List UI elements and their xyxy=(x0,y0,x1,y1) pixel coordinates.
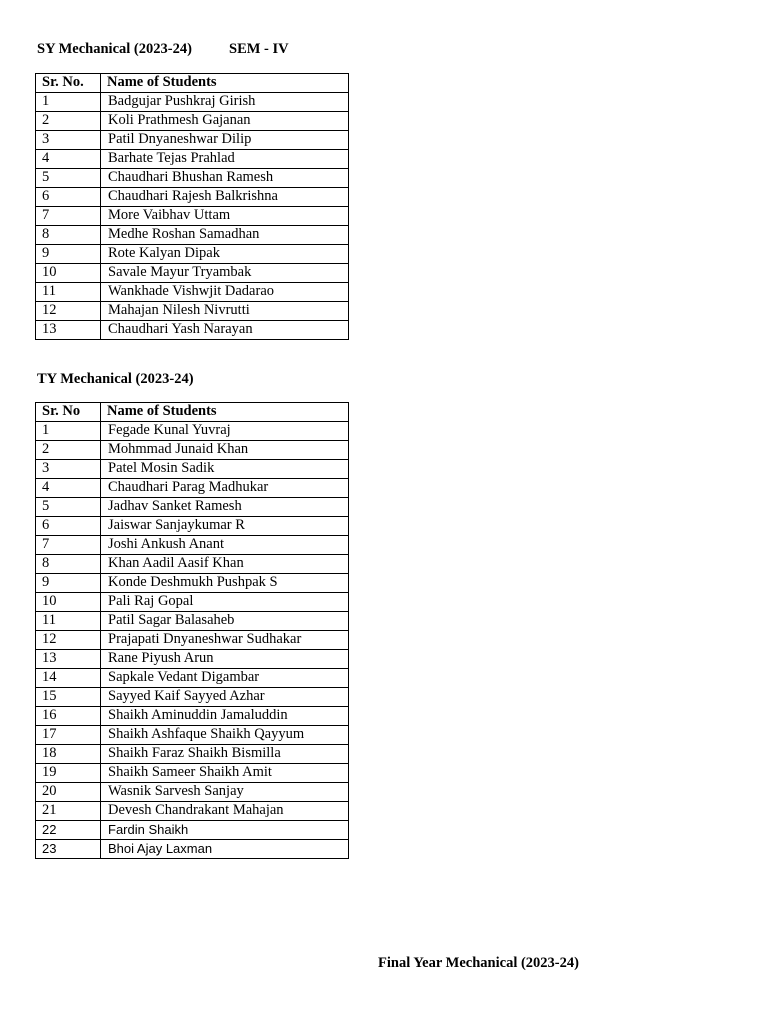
sy-semester-label: SEM - IV xyxy=(229,41,289,57)
table-row xyxy=(36,688,349,707)
serial-number-cell: 1 xyxy=(36,93,101,112)
table-row xyxy=(36,840,349,859)
serial-number-cell: 2 xyxy=(36,112,101,131)
student-name-cell: Chaudhari Parag Madhukar xyxy=(101,479,349,498)
column-header-sr-no: Sr. No xyxy=(36,403,101,422)
serial-number-cell: 3 xyxy=(36,460,101,479)
table-row xyxy=(36,245,349,264)
student-name-cell: More Vaibhav Uttam xyxy=(101,207,349,226)
table-header-row xyxy=(36,74,349,93)
student-name-cell: Savale Mayur Tryambak xyxy=(101,264,349,283)
ty-table-body xyxy=(36,422,349,859)
student-name-cell: Badgujar Pushkraj Girish xyxy=(101,93,349,112)
serial-number-cell: 6 xyxy=(36,188,101,207)
table-row xyxy=(36,188,349,207)
student-name-cell: Sayyed Kaif Sayyed Azhar xyxy=(101,688,349,707)
student-name-cell: Fegade Kunal Yuvraj xyxy=(101,422,349,441)
serial-number-cell: 14 xyxy=(36,669,101,688)
final-year-section-title: Final Year Mechanical (2023-24) xyxy=(378,955,579,971)
serial-number-cell: 13 xyxy=(36,650,101,669)
student-name-cell: Medhe Roshan Samadhan xyxy=(101,226,349,245)
student-name-cell: Shaikh Sameer Shaikh Amit xyxy=(101,764,349,783)
serial-number-cell: 13 xyxy=(36,321,101,340)
student-name-cell: Joshi Ankush Anant xyxy=(101,536,349,555)
table-row xyxy=(36,283,349,302)
serial-number-cell: 23 xyxy=(36,840,101,859)
table-row xyxy=(36,479,349,498)
serial-number-cell: 10 xyxy=(36,264,101,283)
serial-number-cell: 15 xyxy=(36,688,101,707)
serial-number-cell: 19 xyxy=(36,764,101,783)
serial-number-cell: 12 xyxy=(36,631,101,650)
table-row xyxy=(36,745,349,764)
serial-number-cell: 4 xyxy=(36,479,101,498)
table-row xyxy=(36,574,349,593)
serial-number-cell: 18 xyxy=(36,745,101,764)
table-row xyxy=(36,226,349,245)
serial-number-cell: 22 xyxy=(36,821,101,840)
serial-number-cell: 5 xyxy=(36,498,101,517)
table-row xyxy=(36,536,349,555)
ty-student-table xyxy=(35,402,349,859)
table-row xyxy=(36,422,349,441)
table-row xyxy=(36,764,349,783)
table-row xyxy=(36,631,349,650)
table-row xyxy=(36,93,349,112)
table-row xyxy=(36,460,349,479)
table-row xyxy=(36,207,349,226)
serial-number-cell: 5 xyxy=(36,169,101,188)
sy-student-table xyxy=(35,73,349,340)
student-name-cell: Rote Kalyan Dipak xyxy=(101,245,349,264)
student-name-cell: Patil Sagar Balasaheb xyxy=(101,612,349,631)
serial-number-cell: 7 xyxy=(36,207,101,226)
serial-number-cell: 16 xyxy=(36,707,101,726)
sy-table-body xyxy=(36,93,349,340)
table-row xyxy=(36,593,349,612)
serial-number-cell: 12 xyxy=(36,302,101,321)
table-row xyxy=(36,783,349,802)
table-row xyxy=(36,707,349,726)
student-name-cell: Jaiswar Sanjaykumar R xyxy=(101,517,349,536)
student-name-cell: Barhate Tejas Prahlad xyxy=(101,150,349,169)
student-name-cell: Chaudhari Yash Narayan xyxy=(101,321,349,340)
serial-number-cell: 11 xyxy=(36,283,101,302)
table-row xyxy=(36,669,349,688)
serial-number-cell: 17 xyxy=(36,726,101,745)
student-name-cell: Fardin Shaikh xyxy=(101,821,349,840)
student-name-cell: Konde Deshmukh Pushpak S xyxy=(101,574,349,593)
student-name-cell: Shaikh Ashfaque Shaikh Qayyum xyxy=(101,726,349,745)
table-row xyxy=(36,150,349,169)
serial-number-cell: 11 xyxy=(36,612,101,631)
column-header-name: Name of Students xyxy=(101,403,349,422)
table-row xyxy=(36,131,349,150)
student-name-cell: Patel Mosin Sadik xyxy=(101,460,349,479)
sy-section-title: SY Mechanical (2023-24) xyxy=(37,41,192,57)
serial-number-cell: 1 xyxy=(36,422,101,441)
serial-number-cell: 7 xyxy=(36,536,101,555)
table-row xyxy=(36,802,349,821)
student-name-cell: Jadhav Sanket Ramesh xyxy=(101,498,349,517)
serial-number-cell: 2 xyxy=(36,441,101,460)
table-row xyxy=(36,169,349,188)
student-name-cell: Pali Raj Gopal xyxy=(101,593,349,612)
serial-number-cell: 9 xyxy=(36,574,101,593)
serial-number-cell: 6 xyxy=(36,517,101,536)
student-name-cell: Koli Prathmesh Gajanan xyxy=(101,112,349,131)
student-name-cell: Bhoi Ajay Laxman xyxy=(101,840,349,859)
student-name-cell: Sapkale Vedant Digambar xyxy=(101,669,349,688)
student-name-cell: Devesh Chandrakant Mahajan xyxy=(101,802,349,821)
student-name-cell: Patil Dnyaneshwar Dilip xyxy=(101,131,349,150)
table-row xyxy=(36,555,349,574)
serial-number-cell: 10 xyxy=(36,593,101,612)
table-header-row xyxy=(36,403,349,422)
student-name-cell: Mahajan Nilesh Nivrutti xyxy=(101,302,349,321)
serial-number-cell: 8 xyxy=(36,555,101,574)
student-name-cell: Khan Aadil Aasif Khan xyxy=(101,555,349,574)
table-row xyxy=(36,441,349,460)
table-row xyxy=(36,264,349,283)
column-header-name: Name of Students xyxy=(101,74,349,93)
table-row xyxy=(36,517,349,536)
ty-section-title: TY Mechanical (2023-24) xyxy=(37,371,194,387)
student-name-cell: Wasnik Sarvesh Sanjay xyxy=(101,783,349,802)
student-name-cell: Chaudhari Bhushan Ramesh xyxy=(101,169,349,188)
student-name-cell: Shaikh Faraz Shaikh Bismilla xyxy=(101,745,349,764)
serial-number-cell: 20 xyxy=(36,783,101,802)
table-row xyxy=(36,302,349,321)
table-row xyxy=(36,650,349,669)
serial-number-cell: 9 xyxy=(36,245,101,264)
student-name-cell: Wankhade Vishwjit Dadarao xyxy=(101,283,349,302)
serial-number-cell: 3 xyxy=(36,131,101,150)
student-name-cell: Rane Piyush Arun xyxy=(101,650,349,669)
table-row xyxy=(36,498,349,517)
serial-number-cell: 8 xyxy=(36,226,101,245)
table-row xyxy=(36,612,349,631)
table-row xyxy=(36,726,349,745)
student-name-cell: Chaudhari Rajesh Balkrishna xyxy=(101,188,349,207)
table-row xyxy=(36,112,349,131)
serial-number-cell: 21 xyxy=(36,802,101,821)
table-row xyxy=(36,321,349,340)
table-row xyxy=(36,821,349,840)
student-name-cell: Prajapati Dnyaneshwar Sudhakar xyxy=(101,631,349,650)
serial-number-cell: 4 xyxy=(36,150,101,169)
column-header-sr-no: Sr. No. xyxy=(36,74,101,93)
student-name-cell: Shaikh Aminuddin Jamaluddin xyxy=(101,707,349,726)
student-name-cell: Mohmmad Junaid Khan xyxy=(101,441,349,460)
